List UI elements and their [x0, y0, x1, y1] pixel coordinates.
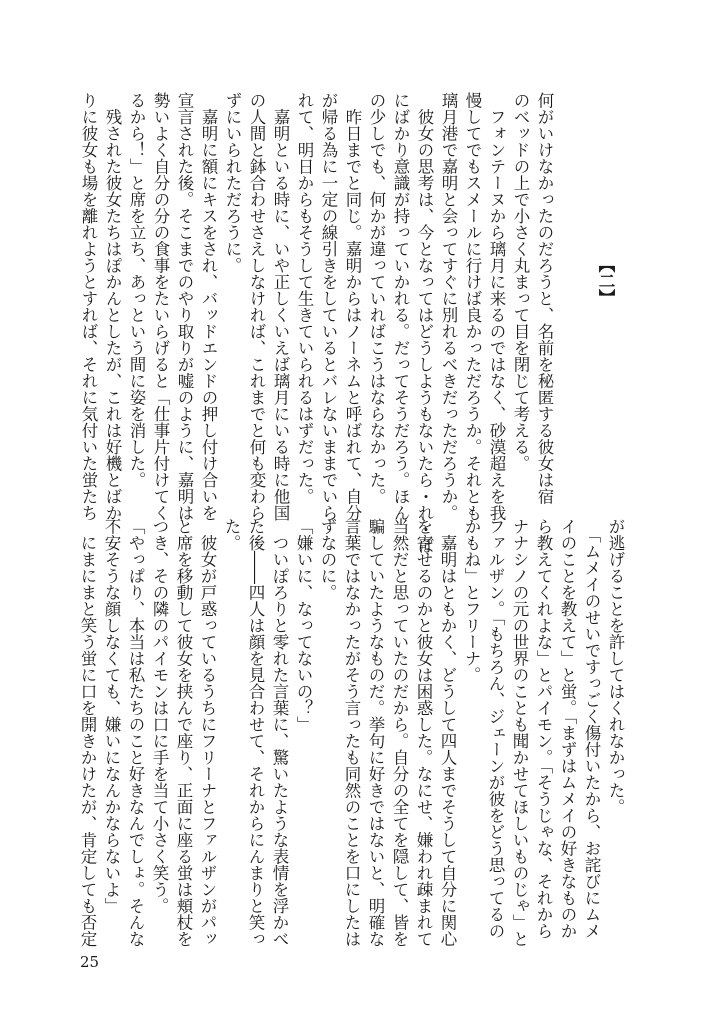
text-line: ファルザン。「もちろん、ジェーンが彼をどう思ってるの: [486, 518, 505, 939]
page-number: 25: [80, 953, 100, 971]
text-line: りに彼女も場を離れようとすれば、それに気付いた蛍たち: [79, 92, 98, 521]
text-line: のベッドの上で小さく丸まって目を閉じて考える。: [511, 92, 530, 472]
text-line: の人間と鉢合わせさえしなければ、これまでと何も変わら: [247, 92, 266, 521]
text-line: ずにいられただろうに。: [223, 92, 242, 274]
text-line: 彼女が戸惑っているうちにフリーナとファルザンがパッ: [198, 518, 217, 947]
top-text-block: [76, 92, 556, 554]
text-line: た後――四人は顔を見合わせて、それからにんまりと笑っ: [246, 518, 265, 947]
text-line: つき、その隣のパイモンは口に手を当て小さく笑う。: [150, 518, 169, 914]
text-line: 「やっぱり、本当は私たちのこと好きなんでしょ。そんな: [126, 518, 145, 947]
section-heading: 【二】: [596, 256, 615, 306]
text-line: イのことを教えて」と蛍。「まずはムメイの好きなものか: [558, 518, 577, 939]
text-line: 嘉明はともかく、どうして四人までそうして自分に関心: [438, 518, 457, 947]
text-line: 残された彼女たちはぽかんとしたが、これは好機とばか: [103, 92, 122, 521]
text-line: ナナシノの元の世界のことも聞かせてほしいものじゃ」と: [510, 518, 529, 947]
text-line: の少しでも、何かが違っていればこうはならなかった。: [367, 92, 386, 505]
text-line: 嘉明といる時に、いや正しくいえば璃月にいる時に他国: [271, 92, 290, 521]
text-line: 「嫌いに、なってないの？」: [294, 518, 313, 733]
text-line: にまにまと笑う蛍に口を開きかけたが、肯定しても否定: [78, 518, 97, 947]
text-line: と席を移動して彼女を挟んで座り、正面に座る蛍は頬杖を: [174, 518, 193, 947]
text-line: 「ムメイのせいですっごく傷付いたから、お詫びにムメ: [582, 518, 601, 939]
text-line: 不安そうな顔しなくても、嫌いになんかならないよ」: [102, 518, 121, 914]
text-line: 宣言された後。そこまでのやり取りが嘘のように、嘉明は: [175, 92, 194, 521]
text-line: ら教えてくれよな」とパイモン。「そうじゃな、それから: [534, 518, 553, 939]
text-line: 当然だと思っていたのだから。自分の全てを隠して、皆を: [390, 518, 409, 947]
text-line: た。: [222, 518, 241, 551]
text-line: 嘉明に額にキスをされ、バッドエンドの押し付け合いを: [199, 92, 218, 521]
text-line: 璃月港で嘉明と会ってすぐに別れるべきだっただろうか。: [439, 92, 458, 521]
text-line: 言葉ではなかったがそう言ったも同然のことを口にしたは: [342, 518, 361, 947]
text-line: 勢いよく自分の分の食事をたいらげると「仕事片付けてく: [151, 92, 170, 521]
text-line: 何がいけなかったのだろうと、名前を秘匿する彼女は宿: [535, 92, 554, 505]
text-line: が帰る為に一定の線引きをしているとバレないままでいら: [319, 92, 338, 521]
text-line: 彼女の思考は、今となってはどうしようもないたら・れ・ば: [415, 92, 434, 554]
text-line: 騙していたようなものだ。挙句に好きではないと、明確な: [366, 518, 385, 947]
text-line: かもね」とフリーナ。: [462, 518, 481, 683]
text-line: ずなのに。: [318, 518, 337, 601]
text-line: にばかり意識が持っていかれる。だってそうだろう。ほん: [391, 92, 410, 521]
text-line: が逃げることを許してはくれなかった。: [606, 518, 625, 815]
text-line: フォンテーヌから璃月に来るのではなく、砂漠超えを我: [487, 92, 506, 521]
text-line: れて、明日からもそうして生きていられるはずだった。: [295, 92, 314, 505]
text-line: るから！」と席を立ち、あっという間に姿を消した。: [127, 92, 146, 488]
text-line: 慢してでもスメールに行けば良かっただろうか。それとも: [463, 92, 482, 521]
text-line: 昨日までと同じ。嘉明からはノーネムと呼ばれて、自分: [343, 92, 362, 521]
text-line: を寄せるのかと彼女は困惑した。なにせ、嫌われ疎まれて: [414, 518, 433, 947]
bottom-text-block: [75, 518, 627, 947]
text-line: ついぽろりと零れた言葉に、驚いたような表情を浮かべ: [270, 518, 289, 947]
